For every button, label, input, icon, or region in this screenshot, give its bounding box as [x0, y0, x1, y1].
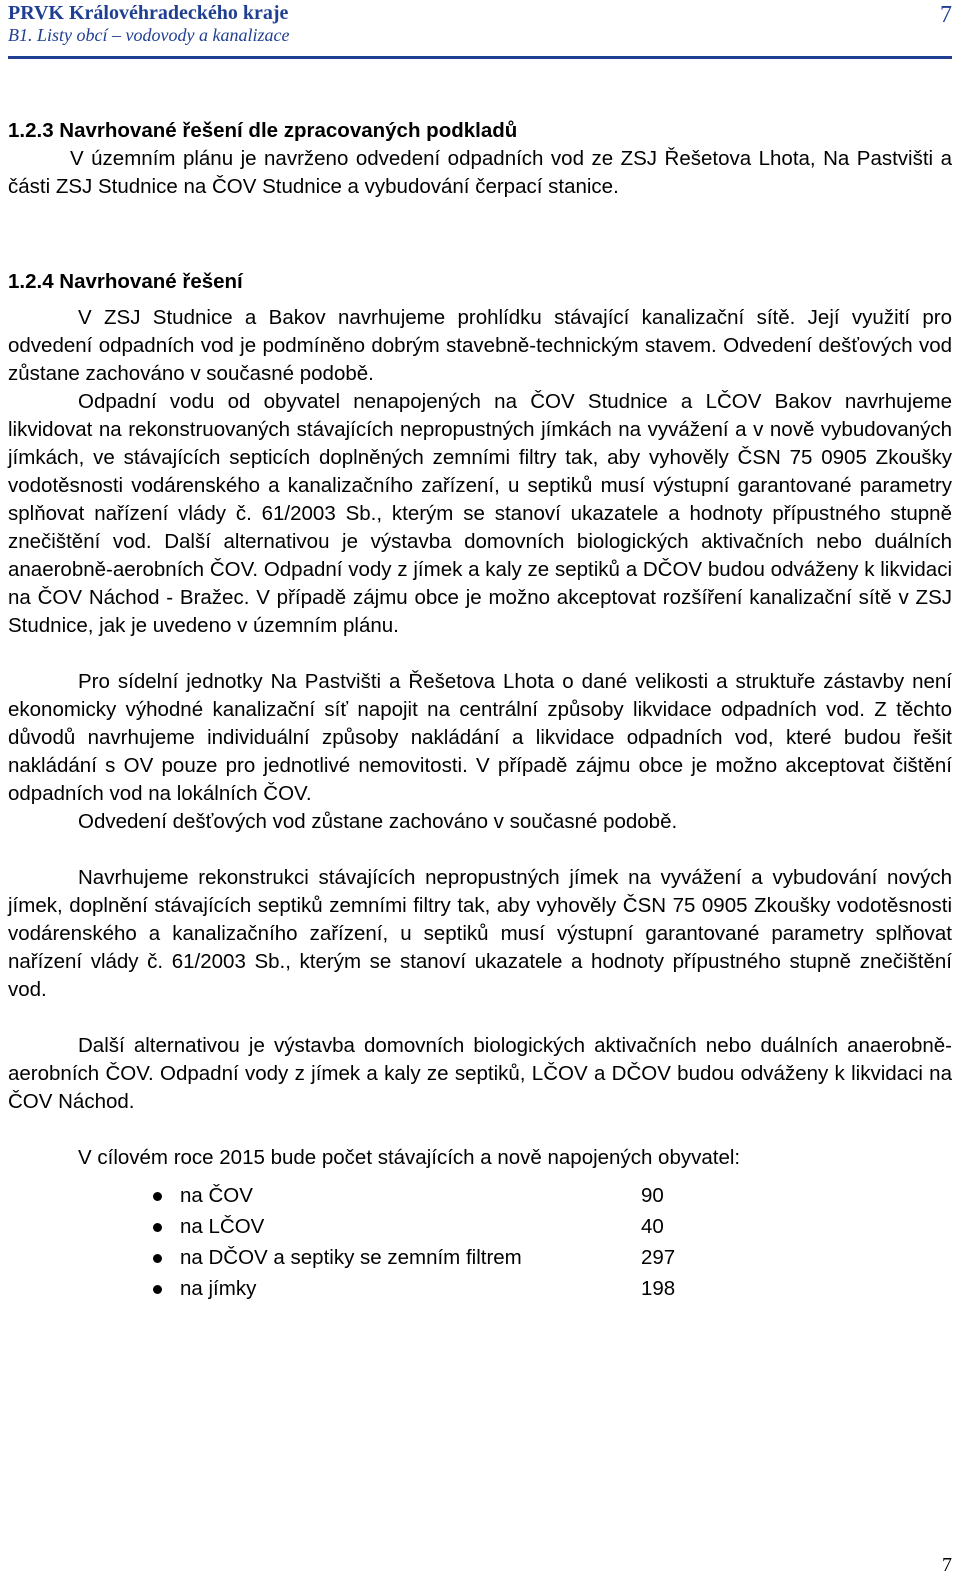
paragraph: Odpadní vodu od obyvatel nenapojených na ČOV Studnice a LČOV Bakov navrhujeme likvidovat na rekonstruovaných stávajících nepropustných jímkách na vyvážení a v nově vybudovaných jímkách, ve stávajících septicích doplněných zemními filtry tak, aby vyhověly ČSN 75 0905 Zkoušky vodotěsnosti vodárenského a kanalizačního zařízení, u septiků musí výstupní garantované parametry splňovat nařízení vlády č. 61/2003 Sb., kterým se stanoví ukazatele a hodnoty přípustného stupně znečištění vod. Další alternativou je výstavba domovních biologických aktivačních nebo duálních anaerobně-aerobních ČOV. Odpadní vody z jímek a kaly ze septiků a DČOV budou odváženy k likvidaci na ČOV Náchod - Bražec. V případě zájmu obce je možno akceptovat rozšíření kanalizační sítě v ZSJ Studnice, jak je uvedeno v územním plánu.	[8, 390, 952, 637]
paragraph: V ZSJ Studnice a Bakov navrhujeme prohlídku stávající kanalizační sítě. Její využití pro odvedení odpadních vod je podmíněno dobrým stavebně-technickým stavem. Odvedení dešťových vod zůstane zachováno v současné podobě.	[8, 306, 952, 385]
list-item-value: 198	[641, 1277, 676, 1300]
list-item-value: 297	[641, 1246, 676, 1269]
bullet-icon	[153, 1285, 162, 1294]
list-item-label: na jímky	[180, 1277, 257, 1300]
list-item	[8, 1242, 952, 1273]
list-item	[8, 1180, 952, 1211]
paragraph: V územním plánu je navrženo odvedení odpadních vod ze ZSJ Řešetova Lhota, Na Pastvišti a části ZSJ Studnice na ČOV Studnice a vybudování čerpací stanice.	[8, 147, 952, 198]
document-subtitle: B1. Listy obcí – vodovody a kanalizace	[8, 25, 290, 45]
list-item-value: 40	[641, 1215, 664, 1238]
list-item-label: na LČOV	[180, 1215, 265, 1238]
bullet-icon	[153, 1223, 162, 1232]
section-1-2-3	[8, 117, 952, 201]
bullet-icon	[153, 1192, 162, 1201]
header-page-number: 7	[940, 2, 952, 28]
paragraph: Pro sídelní jednotky Na Pastvišti a Řešetova Lhota o dané velikosti a struktuře zástavby není ekonomicky výhodné kanalizační síť napojit na centrální způsoby likvidace odpadních vod. Z těchto důvodů navrhujeme individuální způsoby nakládání a likvidace odpadních vod, které budou řešit nakládání s OV pouze pro jednotlivé nemovitosti. V případě zájmu obce je možno akceptovat čištění odpadních vod na lokálních ČOV.	[8, 670, 952, 805]
list-item-label: na DČOV a septiky se zemním filtrem	[180, 1246, 522, 1269]
list-item-value: 90	[641, 1184, 664, 1207]
paragraph: Odvedení dešťových vod zůstane zachováno v současné podobě.	[78, 810, 678, 833]
section-heading: 1.2.3 Navrhované řešení dle zpracovaných podkladů	[8, 119, 518, 142]
list-item-label: na ČOV	[180, 1184, 253, 1207]
paragraph: V cílovém roce 2015 bude počet stávajících a nově napojených obyvatel:	[78, 1146, 741, 1169]
paragraph: Navrhujeme rekonstrukci stávajících nepropustných jímek na vyvážení a vybudování nových jímek, doplnění stávajících septiků zemními filtry tak, aby vyhověly ČSN 75 0905 Zkoušky vodotěsnosti vodárenského a kanalizačního zařízení, u septiků musí výstupní garantované parametry splňovat nařízení vlády č. 61/2003 Sb., kterým se stanoví ukazatele a hodnoty přípustného stupně znečištění vod.	[8, 866, 952, 1001]
header-divider	[8, 56, 952, 59]
section-1-2-4	[8, 268, 952, 1172]
population-list	[8, 1180, 952, 1304]
footer-page-number: 7	[942, 1554, 952, 1576]
bullet-icon	[153, 1254, 162, 1263]
paragraph: Další alternativou je výstavba domovních biologických aktivačních nebo duálních anaerobně-aerobních ČOV. Odpadní vody z jímek a kaly ze septiků, LČOV a DČOV budou odváženy k likvidaci na ČOV Náchod.	[8, 1034, 952, 1113]
list-item	[8, 1273, 952, 1304]
section-heading: 1.2.4 Navrhované řešení	[8, 270, 243, 293]
document-title: PRVK Královéhradeckého kraje	[8, 2, 289, 24]
list-item	[8, 1211, 952, 1242]
